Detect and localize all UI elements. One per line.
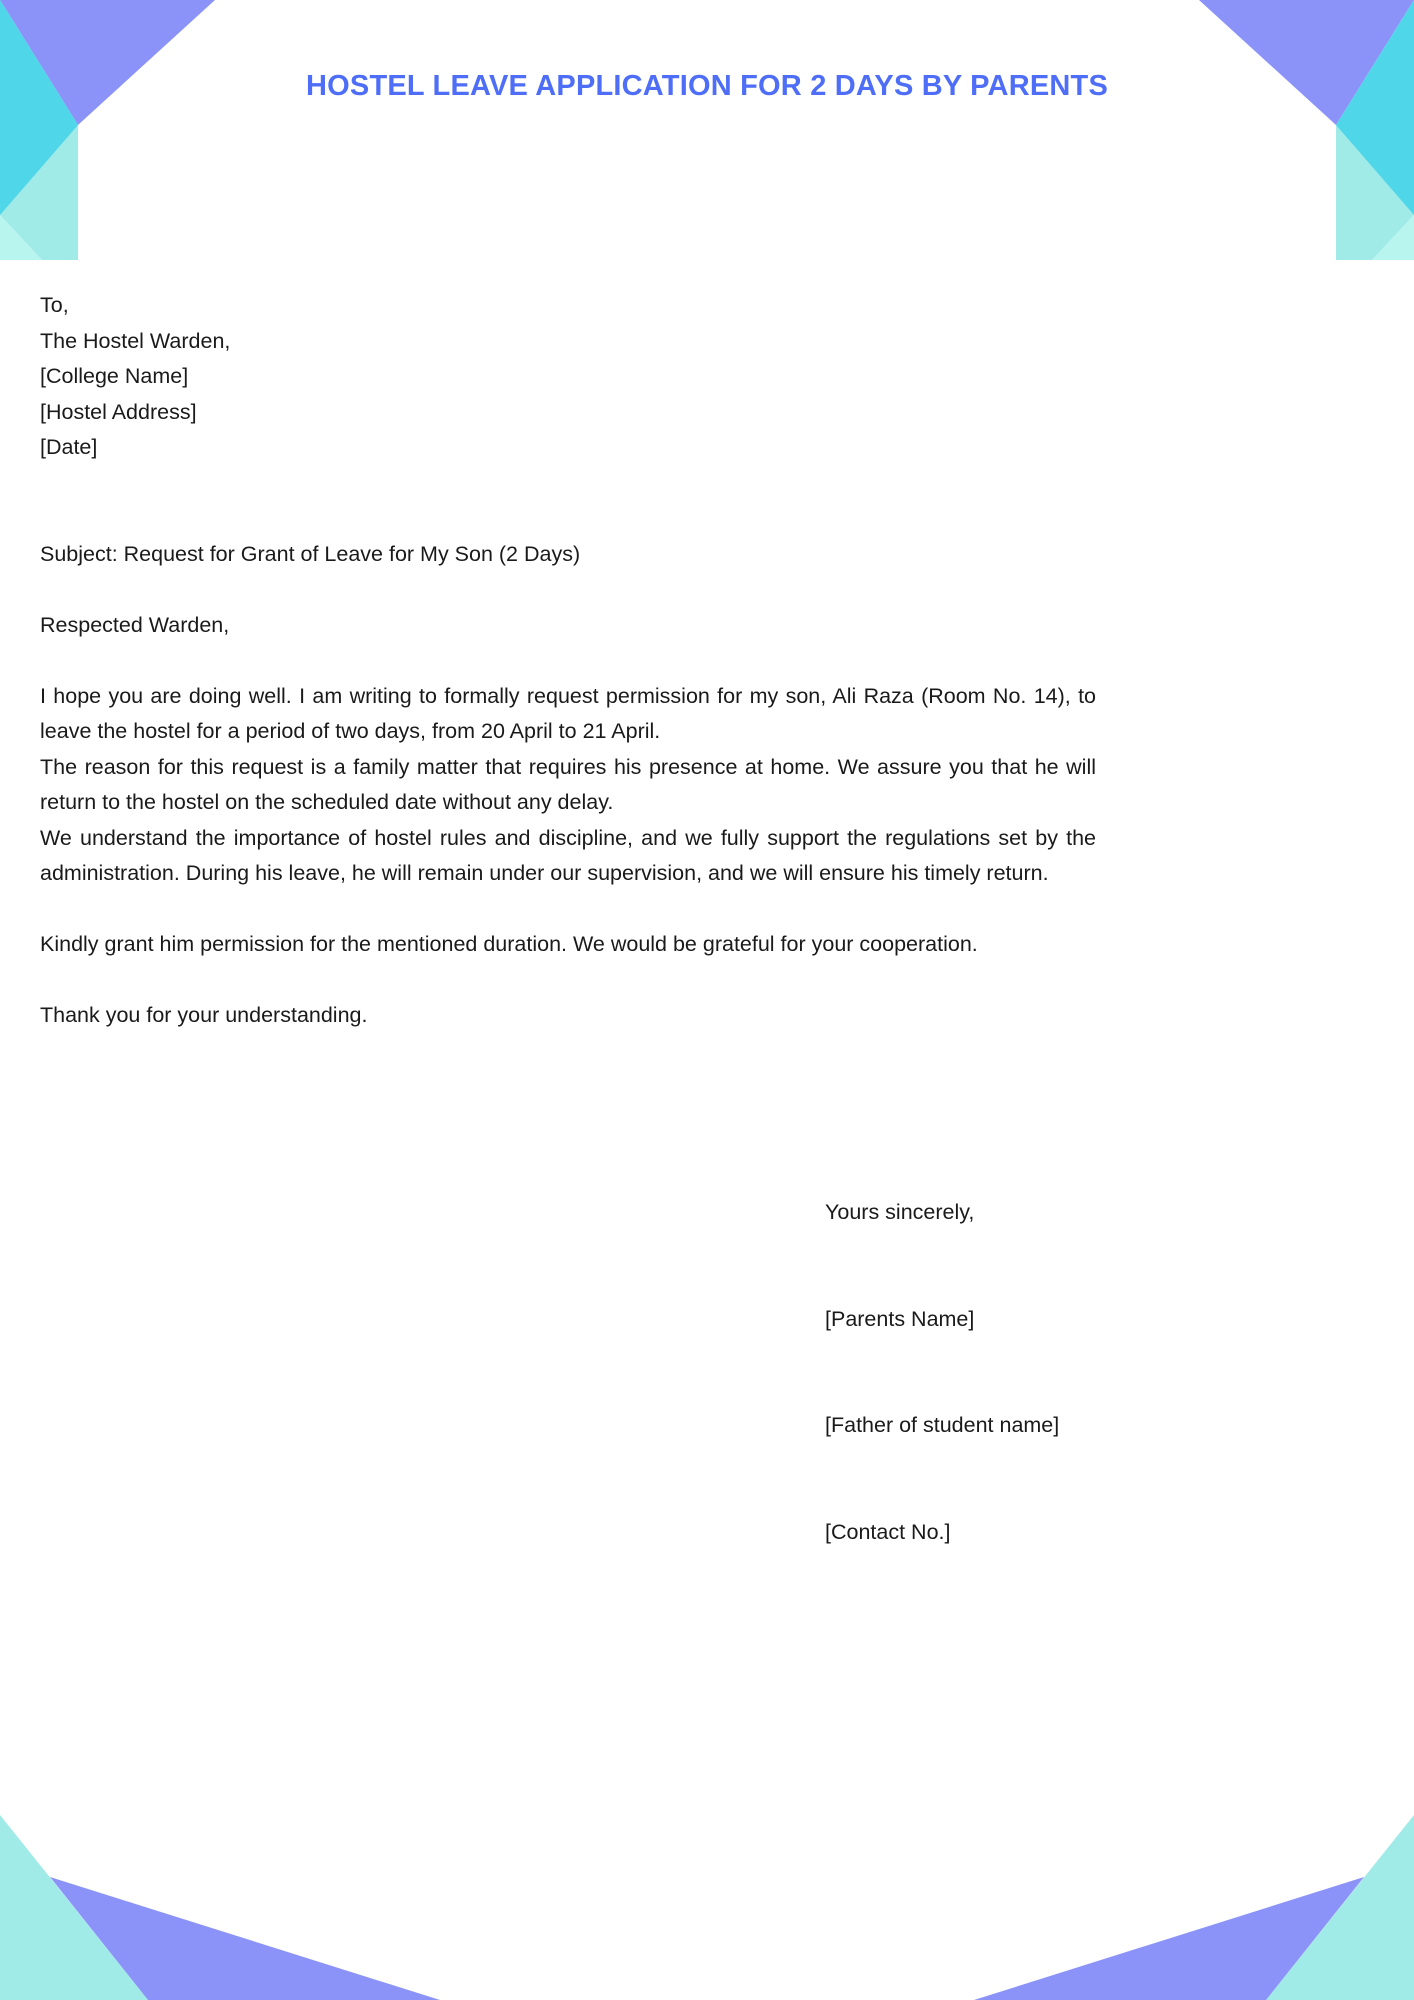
- signature-line-contact: [Contact No.]: [825, 1519, 951, 1544]
- address-line-warden: The Hostel Warden,: [40, 328, 231, 353]
- spacer: [40, 643, 1096, 679]
- deco-shape-pale-mint: [0, 215, 42, 260]
- corner-decoration-top-right: [1199, 0, 1414, 260]
- address-line-college: [College Name]: [40, 364, 189, 388]
- spacer: [40, 892, 1096, 928]
- spacer: [40, 572, 1096, 608]
- body-paragraph-2: The reason for this request is a family matter that requires his presence at home. We assure you that he will return to the hostel on the scheduled date without any delay.: [40, 754, 1096, 814]
- signature-line-father-name: [Father of student name]: [825, 1413, 1060, 1437]
- signature-block: [825, 1124, 1059, 1621]
- deco-shape-light-cyan: [0, 125, 78, 260]
- address-line-hostel-address: [Hostel Address]: [40, 399, 197, 424]
- deco-shape-cyan: [0, 0, 78, 260]
- body-paragraph-1: I hope you are doing well. I am writing to formally request permission for my son, Ali Raza (Room No. 14), to leave the hostel for a period of two days, from 20 April to 21 April.: [40, 683, 1096, 743]
- page-title: HOSTEL LEAVE APPLICATION FOR 2 DAYS BY PARENTS: [306, 70, 1108, 102]
- address-line-to: To,: [40, 293, 69, 317]
- signature-line-parents-name: [Parents Name]: [825, 1306, 975, 1331]
- page-title-container: [0, 70, 1414, 103]
- deco-shape-light-cyan: [0, 1815, 148, 2000]
- spacer: [40, 466, 1096, 502]
- spacer: [40, 501, 1096, 537]
- body-paragraph-3: We understand the importance of hostel rules and discipline, and we fully support the regulations set by the administration. During his leave, he will remain under our supervision, and we will ensure his timely return.: [40, 825, 1096, 885]
- letter-body: [40, 288, 1096, 1034]
- deco-shape-light-cyan: [1266, 1815, 1414, 2000]
- spacer: [40, 963, 1096, 999]
- deco-shape-periwinkle: [974, 1877, 1364, 2000]
- address-block: [40, 288, 1096, 466]
- corner-decoration-top-left: [0, 0, 215, 260]
- signature-line-closing: Yours sincerely,: [825, 1200, 975, 1224]
- deco-shape-light-cyan: [1336, 125, 1414, 260]
- deco-shape-pale-mint: [1372, 215, 1414, 260]
- salutation: Respected Warden,: [40, 612, 230, 637]
- subject-line: Subject: Request for Grant of Leave for My Son (2 Days): [40, 541, 581, 566]
- deco-shape-cyan: [1336, 0, 1414, 260]
- deco-shape-periwinkle: [1199, 0, 1414, 125]
- deco-shape-periwinkle: [0, 0, 215, 125]
- closing-request-paragraph: Kindly grant him permission for the mentioned duration. We would be grateful for your cooperation.: [40, 932, 978, 956]
- corner-decoration-bottom-right: [974, 1740, 1414, 2000]
- thanks-line: Thank you for your understanding.: [40, 1003, 368, 1027]
- address-line-date: [Date]: [40, 435, 98, 459]
- deco-shape-periwinkle: [50, 1877, 440, 2000]
- corner-decoration-bottom-left: [0, 1740, 440, 2000]
